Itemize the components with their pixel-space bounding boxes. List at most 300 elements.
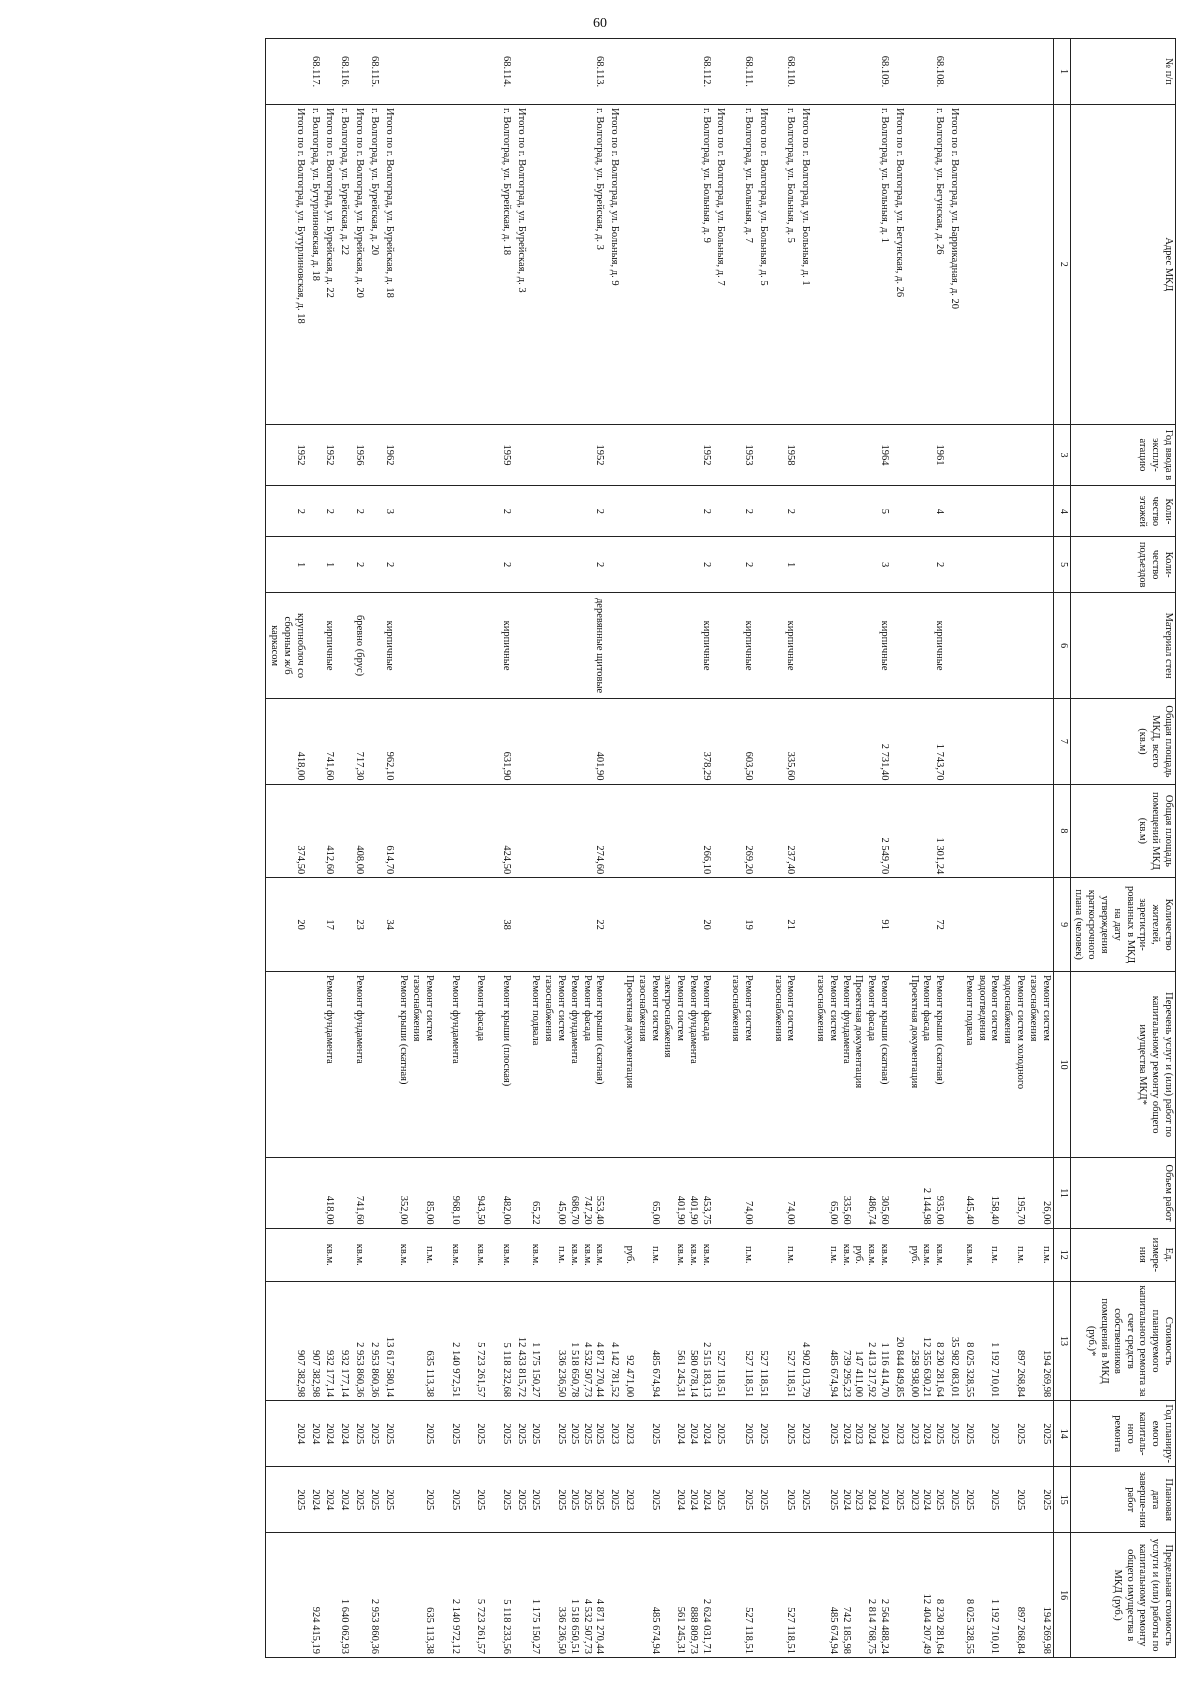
cell-limit	[513, 1533, 528, 1658]
cell-line: п.м.	[785, 1246, 797, 1264]
cell-line: 1 192 710,01	[989, 1598, 1001, 1654]
cell-entr: 3	[812, 537, 891, 592]
table-row	[396, 39, 513, 1658]
cell-line	[486, 1470, 499, 1529]
cell-vol	[755, 1158, 770, 1228]
cell-area2: 274,60	[528, 784, 607, 878]
cell-works	[961, 971, 1053, 1157]
cell-line: 2024	[921, 1423, 933, 1445]
cell-vol	[713, 1158, 728, 1228]
cell-line: Ремонт подвала	[530, 974, 542, 1046]
cell-yplan	[906, 1401, 946, 1467]
cell-res	[755, 878, 770, 972]
column-header: Год ввода в эксплу-атацию	[1070, 424, 1175, 486]
cell-wall	[713, 592, 728, 699]
cell-res: 38	[396, 878, 513, 972]
cell-num: 68.109.	[812, 39, 891, 105]
cell-line: п.м.	[1040, 1246, 1052, 1264]
column-header: Ед. измере-ния	[1070, 1228, 1175, 1281]
column-header: Адрес МКД	[1070, 105, 1175, 425]
cell-line	[975, 1232, 988, 1278]
cell-area2: 269,20	[728, 784, 756, 878]
cell-works	[606, 971, 621, 1157]
cell-line: кв.м.	[594, 1243, 606, 1266]
cell-line: 485 674,94	[649, 1606, 661, 1654]
cell-floors	[713, 486, 728, 537]
cell-unit	[755, 1228, 770, 1281]
cell-line: 418,00	[324, 1195, 336, 1225]
cell-cost	[713, 1281, 728, 1400]
cell-yend	[322, 1467, 337, 1533]
cell-num: 68.110.	[770, 39, 798, 105]
cell-line: 2025	[353, 1489, 365, 1511]
cell-area	[513, 699, 528, 784]
cell-line: 2025	[594, 1489, 606, 1511]
cell-unit	[891, 1228, 906, 1281]
cell-limit	[797, 1533, 812, 1658]
cell-unit	[396, 1228, 513, 1281]
cell-line: Проектная документация	[908, 974, 920, 1089]
cell-yplan	[513, 1401, 528, 1467]
cell-line: кв.м.	[675, 1243, 687, 1266]
cell-line: кв.м.	[581, 1243, 593, 1266]
column-header: Общая площадь МКД, всего (кв.м)	[1070, 699, 1175, 784]
cell-floors	[961, 486, 1053, 537]
cell-floors	[755, 486, 770, 537]
cell-yend	[307, 1467, 322, 1533]
cell-floors: 4	[906, 486, 946, 537]
cell-floors: 5	[812, 486, 891, 537]
cell-line	[661, 1470, 674, 1529]
cell-floors	[891, 486, 906, 537]
cell-line: 401,90	[675, 1195, 687, 1225]
cell-line	[852, 1161, 865, 1224]
cell-line: 336 236,50	[555, 1606, 567, 1654]
cell-line	[435, 1404, 448, 1463]
cell-line: Ремонт крыши (скатная)	[879, 974, 891, 1085]
cell-line: 1 640 062,93	[339, 1598, 351, 1654]
table-row	[728, 39, 756, 1658]
cell-line: 2 953 860,36	[368, 1342, 380, 1398]
cell-line: 2025	[963, 1423, 975, 1445]
cell-area2	[713, 784, 728, 878]
cell-cost	[797, 1281, 812, 1400]
cell-floors: 3	[381, 486, 396, 537]
cell-line	[435, 975, 448, 1154]
cell-limit	[307, 1533, 322, 1658]
cell-cost	[381, 1281, 396, 1400]
cell-yplan	[946, 1401, 961, 1467]
cell-line: 527 118,51	[743, 1607, 755, 1654]
cell-yend	[528, 1467, 607, 1533]
cell-yplan	[606, 1401, 621, 1467]
cell-line: кв.м.	[500, 1243, 512, 1266]
cell-line: газоснабжения	[1027, 974, 1039, 1042]
cell-line: 2024	[339, 1489, 351, 1511]
cell-num: 68.115.	[366, 39, 381, 105]
cell-line: 482,00	[500, 1195, 512, 1225]
cell-cost	[336, 1281, 351, 1400]
cell-line: п.м.	[649, 1246, 661, 1264]
cell-floors	[336, 486, 351, 537]
cell-addr: Итого по г. Волгоград, ул. Бурейская, д. 22	[322, 105, 337, 425]
table-row	[351, 39, 366, 1658]
cell-wall: кирпичные	[381, 592, 396, 699]
cell-cost	[366, 1281, 381, 1400]
cell-works	[891, 971, 906, 1157]
table-row	[336, 39, 351, 1658]
table-row	[266, 39, 307, 1658]
cell-num: 68.108.	[906, 39, 946, 105]
cell-line: 907 382,98	[309, 1349, 321, 1398]
column-number: 11	[1053, 1158, 1070, 1228]
cell-area2	[891, 784, 906, 878]
cell-line: руб.	[908, 1245, 920, 1264]
cell-line: 580 678,14	[687, 1349, 699, 1398]
cell-line: 2 413 217,92	[866, 1342, 878, 1398]
cell-unit	[336, 1228, 351, 1281]
cell-works	[728, 971, 756, 1157]
cell-line: 2025	[294, 1489, 306, 1511]
cell-area2: 614,70	[381, 784, 396, 878]
cell-num	[513, 39, 528, 105]
table-row	[770, 39, 798, 1658]
cell-line: 2024	[309, 1423, 321, 1445]
cell-line	[907, 1536, 920, 1654]
cell-line: кв.м.	[700, 1243, 712, 1266]
cell-line	[771, 1232, 784, 1278]
cell-line: 907 382,98	[294, 1349, 306, 1398]
cell-res	[336, 878, 351, 972]
cell-floors	[366, 486, 381, 537]
cell-floors	[513, 486, 528, 537]
cell-line	[661, 1161, 674, 1224]
cell-line: 305,60	[879, 1195, 891, 1225]
cell-wall	[606, 592, 621, 699]
cell-yend	[728, 1467, 756, 1533]
cell-line: 2025	[609, 1489, 621, 1511]
cell-line	[409, 1285, 422, 1397]
cell-area: 717,30	[351, 699, 366, 784]
cell-entr: 1	[266, 537, 307, 592]
cell-line: п.м.	[827, 1246, 839, 1264]
cell-line: Ремонт подвала	[963, 974, 975, 1046]
cell-line	[729, 1285, 742, 1397]
cell-num: 68.117.	[307, 39, 322, 105]
cell-line: 194 269,98	[1040, 1349, 1052, 1398]
cell-floors: 2	[528, 486, 607, 537]
cell-unit	[322, 1228, 337, 1281]
cell-line: 12 433 815,72	[515, 1336, 527, 1398]
cell-line: 2024	[675, 1489, 687, 1511]
cell-line: 2024	[700, 1489, 712, 1511]
cell-entr	[336, 537, 351, 592]
cell-area2	[946, 784, 961, 878]
cell-line: 2025	[827, 1489, 839, 1511]
cell-num	[606, 39, 621, 105]
cell-res	[961, 878, 1053, 972]
cell-line	[435, 1470, 448, 1529]
cell-limit	[528, 1533, 607, 1658]
cell-res	[946, 878, 961, 972]
cell-wall: бревно (брус)	[351, 592, 366, 699]
cell-vol	[812, 1158, 891, 1228]
cell-res	[713, 878, 728, 972]
cell-entr: 2	[621, 537, 713, 592]
cell-area	[307, 699, 322, 784]
cell-line	[461, 1285, 474, 1397]
cell-line: кв.м.	[879, 1243, 891, 1266]
cell-num: 68.111.	[728, 39, 756, 105]
cell-line: 2025	[649, 1489, 661, 1511]
cell-line	[541, 1161, 554, 1224]
cell-floors: 2	[396, 486, 513, 537]
cell-num	[946, 39, 961, 105]
cell-line: 1 175 150,27	[530, 1342, 542, 1398]
cell-area2	[336, 784, 351, 878]
cell-addr	[961, 105, 1053, 425]
cell-line: Ремонт крыши (скатная)	[934, 974, 946, 1085]
cell-line: 935,00	[934, 1195, 946, 1225]
cell-line	[409, 1470, 422, 1529]
cell-area2: 412,60	[322, 784, 337, 878]
cell-num	[322, 39, 337, 105]
cell-line	[771, 1404, 784, 1463]
column-number: 4	[1053, 486, 1070, 537]
cell-unit	[307, 1228, 322, 1281]
cell-area2	[513, 784, 528, 878]
cell-res: 72	[906, 878, 946, 972]
cell-line	[907, 1161, 920, 1224]
column-header: Общая площадь помещений МКД (кв.м)	[1070, 784, 1175, 878]
cell-line: п.м.	[1015, 1246, 1027, 1264]
cell-line: 401,90	[687, 1195, 699, 1225]
cell-addr: Итого по г. Волгоград, ул. Бутурлиновская, д. 18	[266, 105, 307, 425]
cell-line	[409, 1161, 422, 1224]
cell-entr	[307, 537, 322, 592]
cell-res	[606, 878, 621, 972]
table-row	[812, 39, 891, 1658]
cell-line: кв.м.	[934, 1243, 946, 1266]
cell-line: 2025	[949, 1423, 961, 1445]
cell-line: Ремонт фундамента	[324, 974, 336, 1064]
cell-line	[661, 1404, 674, 1463]
cell-line	[1000, 1404, 1013, 1463]
cell-area	[606, 699, 621, 784]
cell-num: 68.113.	[528, 39, 607, 105]
cell-line: 2025	[449, 1489, 461, 1511]
cell-year: 1964	[812, 424, 891, 486]
cell-limit	[755, 1533, 770, 1658]
cell-line: 20 844 849,85	[893, 1336, 905, 1398]
cell-line: 2024	[675, 1423, 687, 1445]
cell-vol	[336, 1158, 351, 1228]
cell-line: 2024	[921, 1489, 933, 1511]
cell-line: 2024	[700, 1423, 712, 1445]
cell-vol	[797, 1158, 812, 1228]
cell-line: 35 982 083,01	[949, 1336, 961, 1398]
cell-line: 932 177,14	[339, 1349, 351, 1398]
cell-line: газоснабжения	[543, 974, 555, 1042]
cell-line	[486, 1161, 499, 1224]
cell-line: 4 142 781,52	[609, 1342, 621, 1398]
cell-num	[755, 39, 770, 105]
cell-works	[351, 971, 366, 1157]
cell-area	[797, 699, 812, 784]
cell-line	[486, 1232, 499, 1278]
cell-works	[755, 971, 770, 1157]
cell-area2: 424,50	[396, 784, 513, 878]
cell-num	[381, 39, 396, 105]
cell-line: 2025	[500, 1423, 512, 1445]
cell-cost	[906, 1281, 946, 1400]
cell-line: 739 295,23	[840, 1349, 852, 1398]
column-number: 2	[1053, 105, 1070, 425]
cell-works	[266, 971, 307, 1157]
cell-yplan	[891, 1401, 906, 1467]
cell-year: 1956	[351, 424, 366, 486]
cell-entr	[366, 537, 381, 592]
cell-area	[713, 699, 728, 784]
cell-wall: кирпичные	[322, 592, 337, 699]
cell-line: 2025	[785, 1489, 797, 1511]
cell-res: 21	[770, 878, 798, 972]
cell-area: 2 731,40	[812, 699, 891, 784]
cell-addr: г. Волгоград, ул. Больныя, д. 5	[770, 105, 798, 425]
cell-area	[891, 699, 906, 784]
capital-repair-table-sheet	[26, 38, 1176, 1658]
cell-line: 2 953 860,36	[368, 1598, 380, 1654]
column-number: 1	[1053, 39, 1070, 105]
cell-vol	[621, 1158, 713, 1228]
cell-line	[1000, 1161, 1013, 1224]
cell-line: 352,00	[398, 1195, 410, 1225]
cell-line: Ремонт фундамента	[687, 974, 699, 1064]
cell-year	[307, 424, 322, 486]
cell-line: п.м.	[555, 1246, 567, 1264]
cell-limit	[812, 1533, 891, 1658]
cell-line: 8 025 328,55	[963, 1598, 975, 1654]
cell-unit	[906, 1228, 946, 1281]
cell-line: газоснабжения	[411, 974, 423, 1042]
cell-num: 68.112.	[621, 39, 713, 105]
cell-res: 20	[266, 878, 307, 972]
cell-line: 2024	[324, 1489, 336, 1511]
cell-line: 195,70	[1015, 1195, 1027, 1225]
cell-line	[541, 1470, 554, 1529]
column-header: Количество жителей, зарегистри-рованных в МКД на дату утверждения краткосрочного плана (человек)	[1070, 878, 1175, 972]
cell-entr: 2	[528, 537, 607, 592]
cell-entr: 2	[381, 537, 396, 592]
cell-line	[486, 975, 499, 1154]
cell-works	[797, 971, 812, 1157]
cell-wall	[891, 592, 906, 699]
cell-wall	[797, 592, 812, 699]
cell-line	[635, 1161, 648, 1224]
cell-line: 2025	[423, 1423, 435, 1445]
cell-line: Ремонт крыши (скатная)	[398, 974, 410, 1085]
cell-limit	[381, 1533, 396, 1658]
cell-line	[813, 1161, 826, 1224]
cell-area2: 408,00	[351, 784, 366, 878]
cell-area2: 237,40	[770, 784, 798, 878]
cell-line: 1 518 650,51	[568, 1598, 580, 1654]
cell-line: 2023	[853, 1423, 865, 1445]
cell-line	[397, 1470, 410, 1529]
cell-line: 686,70	[568, 1195, 580, 1225]
cell-yend	[621, 1467, 713, 1533]
cell-yend	[336, 1467, 351, 1533]
cell-line: 2025	[934, 1423, 946, 1445]
table-row	[891, 39, 906, 1658]
cell-wall	[946, 592, 961, 699]
table-row	[381, 39, 396, 1658]
cell-yend	[770, 1467, 798, 1533]
cell-line: 742 185,98	[840, 1606, 852, 1654]
cell-entr	[946, 537, 961, 592]
cell-yend	[266, 1467, 307, 1533]
cell-cost	[961, 1281, 1053, 1400]
cell-limit	[621, 1533, 713, 1658]
cell-line: 2025	[934, 1489, 946, 1511]
cell-addr: Итого по г. Волгоград, ул. Бурейская, д. 3	[513, 105, 528, 425]
cell-area	[946, 699, 961, 784]
cell-year	[513, 424, 528, 486]
cell-line: 2025	[449, 1423, 461, 1445]
cell-line: 2025	[949, 1489, 961, 1511]
table-row	[961, 39, 1053, 1658]
cell-line: 194 269,98	[1040, 1606, 1052, 1654]
cell-line: 485 674,94	[827, 1606, 839, 1654]
cell-res	[307, 878, 322, 972]
cell-area	[366, 699, 381, 784]
cell-line: 2 814 768,75	[866, 1598, 878, 1654]
cell-area2	[606, 784, 621, 878]
cell-wall: крупноблоч со сборным ж/б каркасом	[266, 592, 307, 699]
cell-line: 2025	[353, 1423, 365, 1445]
cell-line: Ремонт систем	[1040, 974, 1052, 1041]
cell-area2	[961, 784, 1053, 878]
cell-line: 2023	[853, 1489, 865, 1511]
cell-num	[961, 39, 1053, 105]
column-number-row	[1053, 39, 1070, 1658]
cell-yplan	[812, 1401, 891, 1467]
cell-year	[946, 424, 961, 486]
cell-line	[771, 1536, 784, 1654]
cell-line	[541, 1285, 554, 1397]
cell-yend	[812, 1467, 891, 1533]
cell-line: 2025	[383, 1489, 395, 1511]
cell-line: 635 113,38	[423, 1350, 435, 1398]
column-number: 8	[1053, 784, 1070, 878]
cell-line: кв.м.	[840, 1243, 852, 1266]
cell-line: 888 809,73	[687, 1606, 699, 1654]
cell-cost	[322, 1281, 337, 1400]
cell-line: 2025	[581, 1489, 593, 1511]
cell-wall: кирпичные	[621, 592, 713, 699]
cell-yend	[366, 1467, 381, 1533]
cell-entr	[797, 537, 812, 592]
cell-line	[661, 1536, 674, 1654]
cell-yend	[606, 1467, 621, 1533]
cell-line	[635, 1404, 648, 1463]
cell-line: кв.м.	[324, 1243, 336, 1266]
cell-res: 23	[351, 878, 366, 972]
cell-line: 12 404 207,49	[921, 1593, 933, 1654]
cell-line: 258 938,00	[908, 1349, 920, 1398]
cell-line: Ремонт фундамента	[840, 974, 852, 1064]
cell-vol	[351, 1158, 366, 1228]
